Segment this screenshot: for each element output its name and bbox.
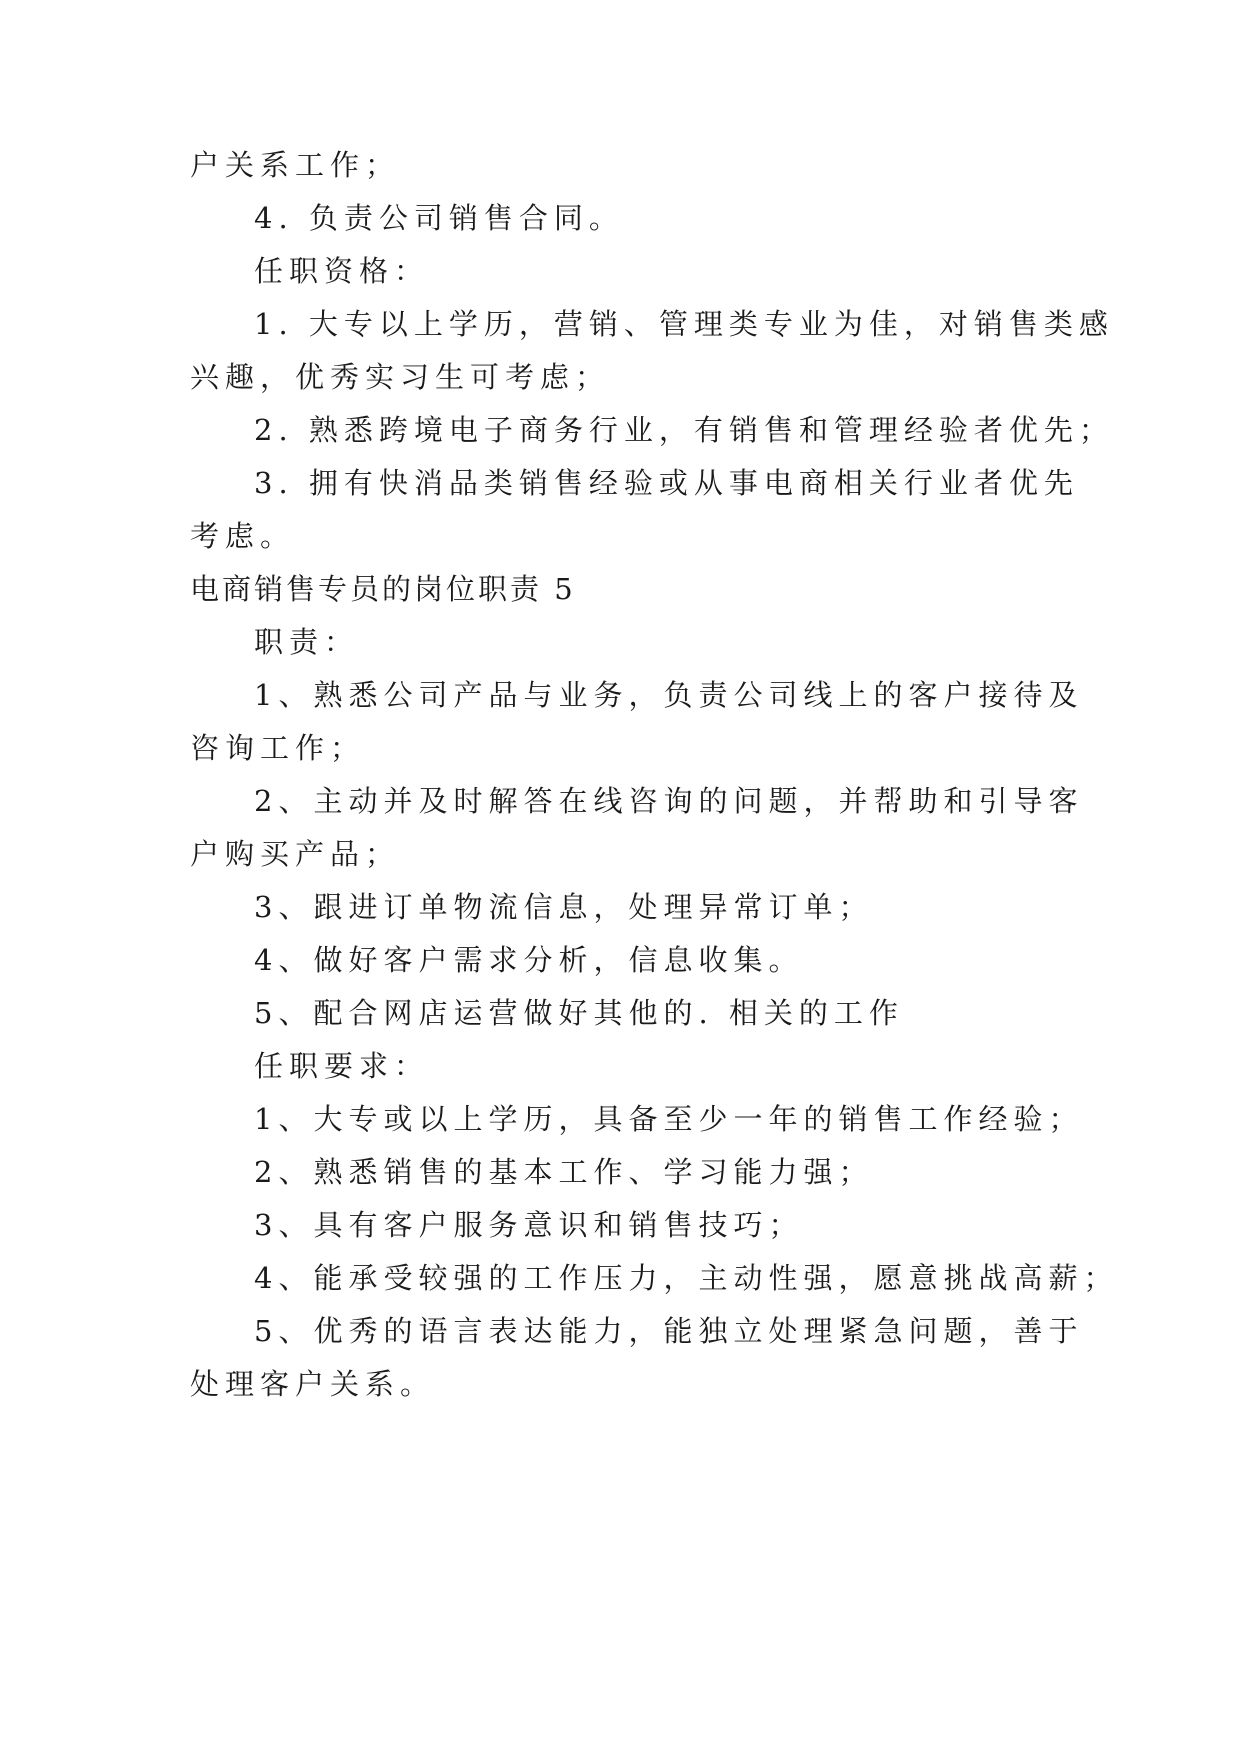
text-line: 户关系工作； <box>190 148 401 182</box>
text-line: 考虑。 <box>190 519 296 553</box>
text-line: 处理客户关系。 <box>190 1367 436 1401</box>
text-line: 1、熟悉公司产品与业务，负责公司线上的客户接待及 <box>254 678 1084 712</box>
text-line: 4、能承受较强的工作压力，主动性强，愿意挑战高薪； <box>254 1261 1119 1295</box>
section-heading: 电商销售专员的岗位职责 5 <box>190 572 576 606</box>
text-line: 1. 大专以上学历，营销、管理类专业为佳，对销售类感 <box>254 307 1114 341</box>
text-line: 户购买产品； <box>190 837 401 871</box>
text-line: 3、跟进订单物流信息，处理异常订单； <box>254 890 874 924</box>
text-line: 1、大专或以上学历，具备至少一年的销售工作经验； <box>254 1102 1084 1136</box>
text-line: 4、做好客户需求分析，信息收集。 <box>254 943 804 977</box>
text-line: 任职要求： <box>254 1049 430 1083</box>
text-line: 2、熟悉销售的基本工作、学习能力强； <box>254 1155 874 1189</box>
text-line: 2. 熟悉跨境电子商务行业，有销售和管理经验者优先； <box>254 413 1114 447</box>
text-line: 咨询工作； <box>190 731 366 765</box>
text-line: 3. 拥有快消品类销售经验或从事电商相关行业者优先 <box>254 466 1079 500</box>
text-line: 4. 负责公司销售合同。 <box>254 201 624 235</box>
text-line: 2、主动并及时解答在线咨询的问题，并帮助和引导客 <box>254 784 1084 818</box>
text-line: 3、具有客户服务意识和销售技巧； <box>254 1208 804 1242</box>
text-line: 5、优秀的语言表达能力，能独立处理紧急问题，善于 <box>254 1314 1084 1348</box>
text-line: 职责： <box>254 625 360 659</box>
text-line: 任职资格： <box>254 254 430 288</box>
text-line: 5、配合网店运营做好其他的. 相关的工作 <box>254 996 904 1030</box>
text-line: 兴趣，优秀实习生可考虑； <box>190 360 611 394</box>
